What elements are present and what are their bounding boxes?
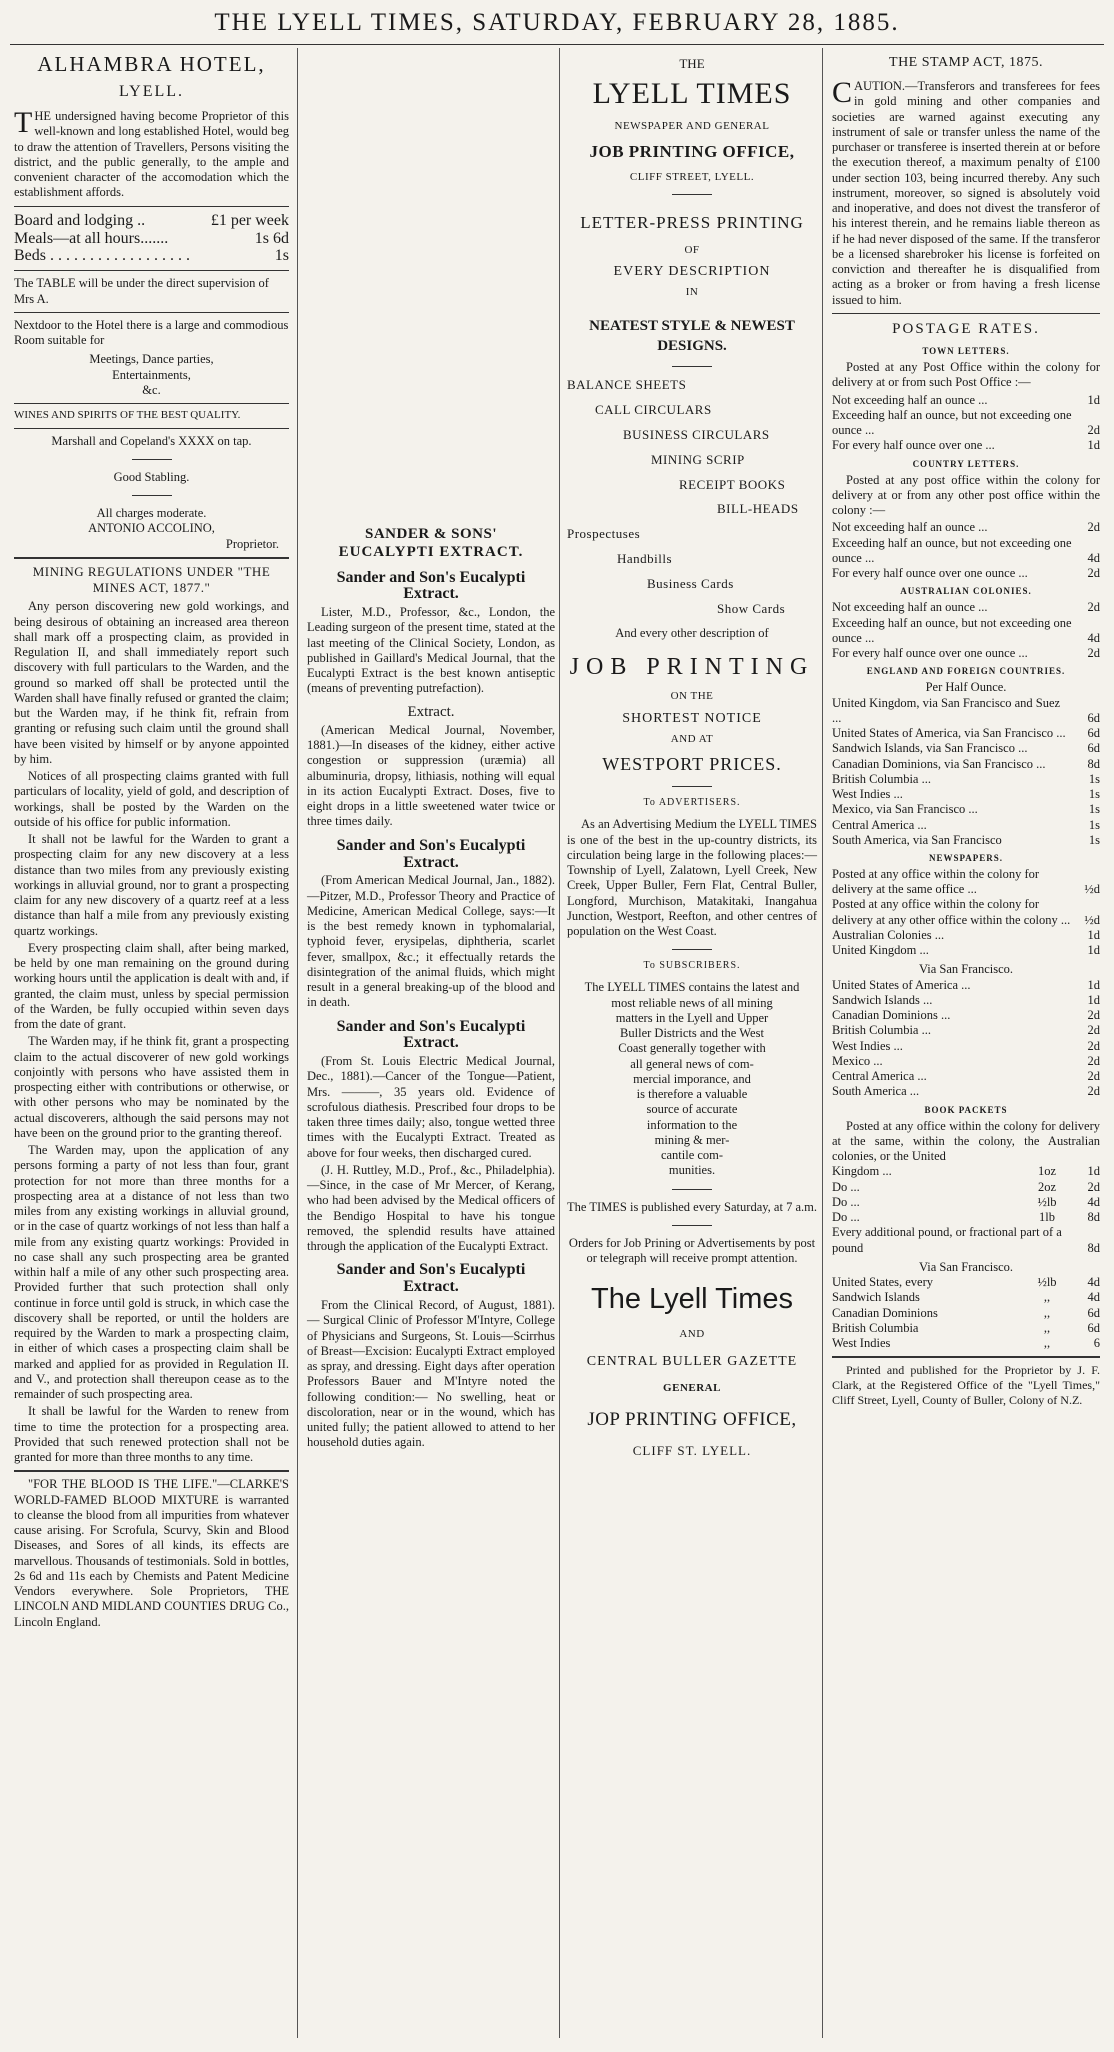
- mining-paragraph: It shall not be lawful for the Warden to grant a prospecting claim for any new discovery at a less distance than two miles from any previously existing workings in alluvial ground, nor to grant a prospecting claim for any new discovery of a quartz reef at a less distance than half a mile from any previously existing quartz workings.: [14, 832, 289, 938]
- rate-label: Meals—at all hours.......: [14, 229, 169, 247]
- via-san-francisco: Via San Francisco.: [918, 1259, 1014, 1274]
- rate-label: West Indies ...: [832, 787, 903, 801]
- rate-amount: 1d: [1087, 438, 1100, 453]
- paper-subtitle: NEWSPAPER AND GENERAL: [614, 120, 770, 133]
- per-half-ounce: Per Half Ounce.: [925, 680, 1007, 695]
- divider: [14, 428, 289, 429]
- england-foreign-heading: ENGLAND AND FOREIGN COUNTRIES.: [866, 666, 1066, 677]
- rate-amount: 4d: [1087, 550, 1100, 565]
- rate-amount: 1d: [1087, 992, 1100, 1007]
- book-packets-sf-rates: [832, 1275, 1100, 1351]
- rate-amount: 6d: [1087, 1305, 1100, 1320]
- rate-weight: 2oz: [1037, 1179, 1057, 1194]
- rate-row: [832, 393, 1100, 408]
- australian-colonies-rates: [832, 600, 1100, 661]
- and-at: AND AT: [670, 732, 714, 745]
- rate-row: [832, 741, 1100, 756]
- england-foreign-rates: [832, 696, 1100, 849]
- subscribers-line: The LYELL TIMES contains the latest and: [584, 980, 800, 995]
- stamp-act-title: THE STAMP ACT, 1875.: [889, 55, 1043, 70]
- rate-row: [832, 646, 1100, 661]
- rate-label: United Kingdom ...: [832, 943, 929, 958]
- rate-row: [832, 1008, 1100, 1023]
- service-item: Prospectuses: [567, 526, 641, 542]
- divider: [672, 786, 712, 787]
- word-and: AND: [679, 1327, 705, 1340]
- rate-amount: 1s: [1088, 832, 1100, 847]
- rate-label: Not exceeding half an ounce ...: [832, 392, 988, 407]
- rate-amount: 8d: [1087, 756, 1100, 771]
- next-door-note: Nextdoor to the Hotel there is a large and commodious Room suitable for: [14, 317, 289, 348]
- marshall-note: Marshall and Copeland's XXXX on tap.: [51, 433, 252, 448]
- printing-services-list: [567, 377, 817, 617]
- ad-text: (J. H. Ruttley, M.D., Prof., &c., Philadelphia).—Since, in the case of Mr Mercer, of Kerang, who had been advised by the Medical officers of the Bendigo Hospital to have his tongue removed, the splendid results have attained through the application of the Eucalypti Extract.: [307, 1162, 555, 1254]
- divider: [672, 1189, 712, 1190]
- rate-amount: 2d: [1087, 1179, 1100, 1194]
- rate-row: [832, 757, 1100, 772]
- rate-label: Canadian Dominions ...: [832, 1008, 951, 1023]
- published-note: The TIMES is published every Saturday, at 7 a.m.: [567, 1199, 817, 1214]
- subscribers-line: mining & mer-: [654, 1132, 730, 1147]
- book-packets-rates: [832, 1164, 1100, 1256]
- rate-amount: 1s: [1088, 802, 1100, 817]
- australian-colonies-heading: AUSTRALIAN COLONIES.: [900, 586, 1032, 597]
- rate-weight: 1lb: [1039, 1210, 1055, 1225]
- proprietor-title: Proprietor.: [225, 536, 279, 551]
- rate-row: [832, 536, 1100, 567]
- rate-label: For every half ounce over one ounce ...: [832, 566, 1028, 581]
- rate-amount: 2d: [1087, 423, 1100, 438]
- eucalypti-subtitle: EUCALYPTI EXTRACT.: [338, 544, 524, 561]
- neatest-style: NEATEST STYLE & NEWEST DESIGNS.: [589, 317, 795, 354]
- rate-label: West Indies: [832, 1336, 891, 1351]
- rate-label: For every half ounce over one ounce ...: [832, 646, 1028, 661]
- rate-label: Do ...: [832, 1210, 860, 1225]
- rate-amount: 2d: [1087, 1008, 1100, 1023]
- rate-label: United Kingdom, via San Francisco and Suez ...: [832, 695, 1061, 725]
- rate-amount: 2d: [1087, 646, 1100, 661]
- rate-label: Sandwich Islands ...: [832, 992, 933, 1007]
- rate-label: Every additional pound, or fractional part of a pound: [832, 1225, 1062, 1255]
- rate-amount: 4d: [1087, 1290, 1100, 1305]
- eucalypti-title: SANDER & SONS': [364, 526, 498, 542]
- rate-weight: 1oz: [1037, 1164, 1057, 1179]
- rate-amount: 8d: [1087, 1210, 1100, 1225]
- rate-row: [832, 1195, 1100, 1210]
- rate-amount: 2d: [1087, 1069, 1100, 1084]
- rate-label: British Columbia: [832, 1320, 919, 1335]
- rate-row: [14, 247, 289, 265]
- rate-amount: 6: [1093, 1336, 1100, 1351]
- rate-label: Not exceeding half an ounce ...: [832, 520, 988, 535]
- rate-row: [832, 696, 1100, 727]
- rate-row: [832, 1164, 1100, 1179]
- rate-row: [832, 833, 1100, 848]
- ad-heading: Sander and Son's Eucalypti Extract.: [336, 568, 526, 603]
- rate-row: [832, 1290, 1100, 1305]
- rate-label: Exceeding half an ounce, but not exceeding one ounce ...: [832, 535, 1072, 565]
- rate-row: [832, 1336, 1100, 1351]
- table-note: The TABLE will be under the direct supervision of Mrs A.: [14, 276, 269, 306]
- service-item: CALL CIRCULARS: [595, 401, 712, 417]
- ad-text: (From American Medical Journal, Jan., 1882).—Pitzer, M.D., Professor Theory and Practice of Medicine, American Medical College, says:—It is the best remedy known in typhomalarial, typhoid fever, erysipelas, diphtheria, scarlet fever, smallpox, &c.; it effectually retards the disintegration of the animal fluids, which might result in a general breaking-up of the blood and in death.: [307, 873, 555, 1010]
- central-buller-gazette: CENTRAL BULLER GAZETTE: [586, 1354, 798, 1370]
- divider: [14, 403, 289, 404]
- rate-amount: 4d: [1087, 1275, 1100, 1290]
- rate-label: Do ...: [832, 1179, 860, 1194]
- rate-label: Mexico, via San Francisco ...: [832, 802, 978, 817]
- rate-amount: 2d: [1087, 1053, 1100, 1068]
- rate-amount: 8d: [1087, 1240, 1100, 1255]
- country-letters-intro: Posted at any post office within the colony for delivery at or from any other post office within the colony :—: [832, 472, 1100, 518]
- town-letters-rates: [832, 393, 1100, 454]
- subscribers-line: is therefore a valuable: [636, 1087, 748, 1102]
- rate-row: [832, 1180, 1100, 1195]
- rate-row: [832, 566, 1100, 581]
- rate-row: [832, 726, 1100, 741]
- shortest-notice: SHORTEST NOTICE: [622, 710, 762, 726]
- mining-paragraph: The Warden may, upon the application of any persons forming a party of not less than four, grant protection for not more than three months for a prospecting area at a distance of not less than two miles from any existing workings in alluvial ground, or in the case of quartz workings of not less than half a mile from any existing quartz workings: Provided in no case shall any such prospecting area be granted within half a mile of any other such prospecting area. Provided further that such protection shall only continue in force until gold is struck, in which case the discovery shall be reported, or until the holders are required by the Warden to mark a prospecting claim, in either of which cases a prospecting claim shall be marked and applied for as provided in Regulation II. and V., and protection shall thereupon cease as to the remainder of such prospecting area.: [14, 1143, 289, 1402]
- column-divider: [297, 48, 298, 2038]
- divider: [832, 313, 1100, 314]
- rate-amount: 6d: [1087, 1320, 1100, 1335]
- hotel-title: ALHAMBRA HOTEL,: [37, 52, 266, 76]
- mining-paragraph: Any person discovering new gold workings, and being desirous of obtaining an increased area thereon shall mark off a prospecting claim, as provided in Regulation II, and shall immediately report such discovery with full particulars to the Warden, and the ground so marked off shall be protected until the Warden shall have finally refused or granted the claim; but the Warden may, if he think fit, refrain from granting or refusing such claim until the ground shall have been visited by himself or by anyone appointed by him.: [14, 599, 289, 766]
- mining-paragraph: The Warden may, if he think fit, grant a prospecting claim to the actual discoverer of new gold workings conjointly with persons who have assisted them in prospecting either with contributions or otherwise, or with other persons who may be nominated by the actual discoverers, although the said persons may not have been on the ground prior to the granting thereof.: [14, 1034, 289, 1140]
- rate-row: [832, 1275, 1100, 1290]
- divider: [832, 1356, 1100, 1358]
- rate-amount: 2d: [1087, 1023, 1100, 1038]
- subscribers-line: source of accurate: [646, 1102, 738, 1117]
- rate-value: 1s: [274, 247, 289, 265]
- rate-label: Sandwich Islands, via San Francisco ...: [832, 741, 1028, 756]
- rate-row: [832, 1306, 1100, 1321]
- rate-row: [832, 867, 1100, 898]
- divider: [14, 312, 289, 313]
- advertisers-text: As an Advertising Medium the LYELL TIMES is one of the best in the up-country districts, its circulation being large in the following places:—Township of Lyell, Zalatown, Lyell Creek, New Creek, Upper Buller, Fern Flat, Central Buller, Longford, Murchison, Matakitaki, Inangahua Junction, Westport, Reefton, and other centres of population on the West Coast.: [567, 817, 817, 939]
- rate-label: Australian Colonies ...: [832, 927, 945, 942]
- ad-heading: Sander and Son's Eucalypti Extract.: [336, 836, 526, 871]
- job-printing-office: JOB PRINTING OFFICE,: [589, 141, 795, 161]
- rate-label: Canadian Dominions: [832, 1305, 938, 1320]
- rate-weight: ,,: [1043, 1320, 1051, 1335]
- rate-amount: 2d: [1087, 566, 1100, 581]
- on-the: ON THE: [670, 690, 714, 703]
- rate-amount: 1d: [1087, 977, 1100, 992]
- divider: [672, 949, 712, 950]
- hotel-rates: [14, 212, 289, 266]
- rate-label: Posted at any office within the colony for delivery at the same office ...: [832, 866, 1040, 897]
- postage-title: POSTAGE RATES.: [892, 320, 1040, 337]
- rate-row: [832, 1225, 1100, 1256]
- charges-note: All charges moderate.: [96, 506, 207, 520]
- divider: [14, 206, 289, 207]
- rate-row: [832, 1084, 1100, 1099]
- masthead-rule: [10, 44, 1104, 45]
- rate-value: £1 per week: [210, 211, 289, 229]
- rate-amount: ½d: [1084, 912, 1100, 927]
- subscribers-line: Coast generally together with: [618, 1041, 766, 1056]
- ad-text: From the Clinical Record, of August, 1881). — Surgical Clinic of Professor M'Intyre, College of Physicians and Surgeons, St. Louis—Scirrhus of Breast—Excision: Eucalypti Extract employed as spray, and dressing. Eight days after operation Professors Bauer and M'Intyre noted the following condition:— No swelling, heat or discoloration, near or in the wound, which has united fully; the patient allowed to attend to her household duties again.: [307, 1298, 555, 1450]
- subscribers-line: mercial imporance, and: [633, 1071, 751, 1086]
- rate-weight: ,,: [1043, 1336, 1051, 1351]
- every-other-description: And every other description of: [615, 625, 769, 640]
- rate-label: Exceeding half an ounce, but not exceeding one ounce ...: [832, 407, 1072, 438]
- rate-value: 1s 6d: [254, 229, 289, 247]
- rate-label: British Columbia ...: [832, 771, 931, 786]
- rate-label: Beds . . . . . . . . . . . . . . . . . .: [14, 247, 190, 265]
- rate-amount: ½d: [1084, 882, 1100, 897]
- rate-amount: 4d: [1087, 1194, 1100, 1209]
- rate-row: [832, 1023, 1100, 1038]
- column-4: [828, 50, 1104, 2038]
- word-of: OF: [684, 243, 700, 256]
- cliff-street: CLIFF STREET, LYELL.: [629, 170, 755, 183]
- rate-amount: 1d: [1087, 392, 1100, 407]
- every-description: EVERY DESCRIPTION: [613, 264, 771, 280]
- rate-row: [832, 408, 1100, 439]
- town-letters-intro: Posted at any Post Office within the colony for delivery at or from such Post Office :—: [832, 360, 1100, 390]
- service-item: RECEIPT BOOKS: [679, 476, 786, 492]
- rate-row: [832, 438, 1100, 453]
- book-packets-heading: BOOK PACKETS: [924, 1104, 1008, 1115]
- word-general: GENERAL: [663, 1382, 721, 1395]
- rate-row: [832, 772, 1100, 787]
- job-printing: JOB PRINTING: [569, 653, 815, 680]
- subscribers-text: [567, 980, 817, 1178]
- rate-row: [832, 943, 1100, 958]
- rate-row: [832, 1069, 1100, 1084]
- rate-amount: 2d: [1087, 1084, 1100, 1099]
- ad-text: (American Medical Journal, November, 1881.)—In diseases of the kidney, either active congestion or suppression (uræmia) all albuminuria, dropsy, lithiasis, nothing will equal in its action Eucalypti Extract. Doses, five to eight drops in a little sweetened water twice or three times daily.: [307, 722, 555, 829]
- paper-the: THE: [679, 56, 705, 71]
- rate-amount: 1s: [1088, 771, 1100, 786]
- rate-label: Not exceeding half an ounce ...: [832, 600, 988, 615]
- service-item: MINING SCRIP: [651, 451, 745, 467]
- rate-label: Central America ...: [832, 1069, 927, 1084]
- column-divider: [822, 48, 823, 2038]
- ad-heading: Sander and Son's Eucalypti Extract.: [336, 1017, 526, 1052]
- paper-title: LYELL TIMES: [592, 76, 792, 110]
- subscribers-line: Buller Districts and the West: [620, 1026, 764, 1041]
- jop-printing-office: JOP PRINTING OFFICE,: [587, 1408, 797, 1430]
- rate-row: [832, 993, 1100, 1008]
- ad-heading: Sander and Son's Eucalypti Extract.: [336, 1261, 526, 1296]
- rate-weight: ,,: [1043, 1305, 1051, 1320]
- rate-amount: 2d: [1087, 520, 1100, 535]
- newspapers-heading: NEWSPAPERS.: [928, 853, 1004, 863]
- ad-text: Lister, M.D., Professor, &c., London, the Leading surgeon of the present time, stated at the last meeting of the Clinical Society, London, as published in Gaillard's Medical Journal, that the Eucalypti Extract is the best known antiseptic (means of preventing putrefaction).: [307, 605, 555, 696]
- rate-row: [832, 787, 1100, 802]
- rate-row: [832, 928, 1100, 943]
- rate-label: For every half ounce over one ...: [832, 438, 995, 453]
- column-3: [563, 50, 821, 2038]
- rate-amount: 1d: [1087, 1164, 1100, 1179]
- rate-weight: ½lb: [1037, 1275, 1057, 1290]
- hotel-intro: THE undersigned having become Proprietor of this well-known and long established Hotel, would beg to draw the attention of Travellers, Persons visiting the district, and the public generally, to the ample and convenient character of the accomodation which the establishment affords.: [14, 106, 289, 200]
- rate-label: Canadian Dominions, via San Francisco ...: [832, 756, 1046, 771]
- subscribers-line: munities.: [668, 1163, 716, 1178]
- rate-row: [832, 1321, 1100, 1336]
- next-door-line: Entertainments,: [112, 367, 191, 382]
- subscribers-line: cantile com-: [660, 1148, 724, 1163]
- service-item: BALANCE SHEETS: [567, 377, 687, 393]
- rate-label: South America, via San Francisco: [832, 832, 1002, 847]
- rate-weight: ½lb: [1037, 1194, 1057, 1209]
- mining-paragraph: It shall be lawful for the Warden to renew from time to time the protection for a prospecting area. Provided that such renewed protection shall not be granted for more than three months to any time.: [14, 1404, 289, 1465]
- mining-paragraph: Notices of all prospecting claims granted with full particulars of locality, yield of gold, and description of workings, shall be posted by the Warden on the outside of his office for public information.: [14, 769, 289, 829]
- rate-row: [832, 818, 1100, 833]
- rate-row: [14, 230, 289, 248]
- letterpress-printing: LETTER-PRESS PRINTING: [580, 213, 804, 232]
- to-subscribers: To SUBSCRIBERS.: [643, 960, 741, 972]
- word-in: IN: [685, 286, 699, 299]
- country-letters-rates: [832, 520, 1100, 581]
- rate-row: [832, 978, 1100, 993]
- service-item: Handbills: [617, 551, 673, 567]
- rate-amount: 2d: [1087, 1038, 1100, 1053]
- rate-label: British Columbia ...: [832, 1023, 931, 1038]
- newspapers-sf-rates: [832, 978, 1100, 1100]
- stamp-act-text: CAUTION.—Transferors and transferees for fees in gold mining and other companies and societies are warned against executing any instrument of sale or transfer unless the name of the purchaser or transferee is inserted therein at or before the execution thereof, a maximum penalty of £100 under section 103, being incurred thereby. Any such instrument, moreover, so signed is absolutely void and inoperative, and does not divest the transferor of his interest therein, and he remains liable thereon as if he had never disposed of the same. If the transferor be a licensed sharebroker his license is forfeited on conviction and thereafter he is disqualified from acting as a broker or from having a fresh license issued to him.: [832, 76, 1100, 307]
- rate-row: [832, 616, 1100, 647]
- wines-note: WINES AND SPIRITS OF THE BEST QUALITY.: [14, 409, 241, 422]
- rate-amount: 6d: [1087, 726, 1100, 740]
- service-item: Business Cards: [647, 576, 734, 591]
- rate-label: United States, every: [832, 1275, 934, 1290]
- rate-amount: 1s: [1088, 787, 1100, 801]
- westport-prices: WESTPORT PRICES.: [602, 754, 782, 775]
- divider: [14, 557, 289, 559]
- rate-row: [832, 600, 1100, 615]
- rate-amount: 1d: [1087, 927, 1100, 942]
- rate-label: Do ...: [832, 1194, 860, 1209]
- rate-row: [832, 1054, 1100, 1069]
- ad-text: (From St. Louis Electric Medical Journal, Dec., 1881).—Cancer of the Tongue—Patient, Mrs. ———, 35 years old. Evidence of scrofulous diathesis. Prescribed four drops to be taken three times daily; also, tongue wetted three times with the Eucalypti Extract. Treated as above for four weeks, then discharged cured.: [307, 1054, 555, 1160]
- rate-amount: 6d: [1087, 741, 1100, 756]
- next-door-line: &c.: [142, 382, 161, 397]
- mining-paragraph: Every prospecting claim shall, after being marked, be held by one man remaining on the ground during working hours until the application is dealt with and, if granted, the claim must, unless by special permission of the Warden, be fully occupied within seven days from the date of grant.: [14, 940, 289, 1032]
- divider: [14, 1470, 289, 1472]
- rate-label: Kingdom ...: [832, 1164, 892, 1179]
- lyell-times-heading: The Lyell Times: [591, 1283, 793, 1316]
- column-divider: [559, 48, 560, 2038]
- rate-row: [832, 520, 1100, 535]
- proprietor-name: ANTONIO ACCOLINO,: [88, 521, 215, 536]
- service-item: Show Cards: [717, 600, 786, 616]
- page-masthead: THE LYELL TIMES, SATURDAY, FEBRUARY 28, 1885.: [214, 9, 900, 36]
- rate-label: Posted at any office within the colony for delivery at any other office within the colony ...: [832, 897, 1071, 927]
- subscribers-line: matters in the Lyell and Upper: [615, 1010, 769, 1025]
- hotel-place: LYELL.: [118, 82, 185, 100]
- rate-label: Sandwich Islands: [832, 1290, 920, 1305]
- stabling-note: Good Stabling.: [113, 469, 190, 484]
- rate-label: Mexico ...: [832, 1053, 883, 1068]
- rate-row: [14, 212, 289, 230]
- rate-amount: 4d: [1087, 630, 1100, 645]
- rate-row: [832, 1039, 1100, 1054]
- rate-label: South America ...: [832, 1084, 920, 1099]
- subscribers-line: information to the: [646, 1117, 738, 1132]
- rate-weight: ,,: [1043, 1290, 1051, 1305]
- rate-amount: 1d: [1087, 943, 1100, 958]
- newspapers-rates: [832, 867, 1100, 959]
- subscribers-line: all general news of com-: [630, 1056, 754, 1071]
- blood-mixture-ad: "FOR THE BLOOD IS THE LIFE."—CLARKE'S WORLD-FAMED BLOOD MIXTURE is warranted to cleanse the blood from all impurities from whatever cause arising. For Scrofula, Scurvy, Skin and Blood Diseases, and Sores of all kinds, its effects are marvellous. Thousands of testimonials. Sold in bottles, 2s 6d and 11s each by Chemists and Patent Medicine Vendors everywhere. Sole Proprietors, THE LINCOLN AND MIDLAND COUNTIES DRUG Co., Lincoln England.: [14, 1477, 289, 1629]
- rate-amount: 1s: [1088, 817, 1100, 832]
- divider: [672, 1225, 712, 1226]
- rate-label: United States of America ...: [832, 977, 971, 992]
- mining-title: MINING REGULATIONS UNDER "THE MINES ACT, 1877.": [32, 563, 271, 595]
- subscribers-line: most reliable news of all mining: [611, 995, 773, 1010]
- country-letters-heading: COUNTRY LETTERS.: [912, 458, 1020, 469]
- rate-label: West Indies ...: [832, 1038, 903, 1053]
- rate-label: United States of America, via San Francisco ...: [832, 726, 1066, 740]
- ad-heading: Extract.: [407, 703, 455, 720]
- rate-amount: 2d: [1087, 600, 1100, 615]
- rate-amount: 6d: [1087, 710, 1100, 725]
- divider: [672, 194, 712, 195]
- service-item: BILL-HEADS: [717, 501, 799, 517]
- next-door-line: Meetings, Dance parties,: [89, 352, 214, 367]
- to-advertisers: To ADVERTISERS.: [643, 797, 741, 809]
- column-2: [303, 50, 559, 2038]
- rate-label: Central America ...: [832, 817, 927, 832]
- rate-label: Exceeding half an ounce, but not exceeding one ounce ...: [832, 615, 1072, 645]
- book-packets-intro: Posted at any office within the colony for delivery at the same, within the colony, the Australian colonies, or the United: [832, 1118, 1100, 1164]
- rate-row: [832, 897, 1100, 928]
- divider: [132, 495, 172, 496]
- town-letters-heading: TOWN LETTERS.: [922, 346, 1010, 357]
- divider: [132, 459, 172, 460]
- rate-label: Board and lodging ..: [14, 211, 146, 229]
- column-1: [10, 50, 293, 2038]
- imprint: Printed and published for the Proprietor by J. F. Clark, at the Registered Office of the "Lyell Times," Cliff Street, Lyell, County of Buller, Colony of N.Z.: [832, 1363, 1100, 1407]
- orders-note: Orders for Job Prining or Advertisements by post or telegraph will receive prompt attention.: [568, 1235, 816, 1266]
- divider: [14, 270, 289, 271]
- rate-row: [832, 802, 1100, 817]
- service-item: BUSINESS CIRCULARS: [623, 426, 770, 442]
- cliff-st: CLIFF ST. LYELL.: [632, 1442, 752, 1458]
- rate-row: [832, 1210, 1100, 1225]
- divider: [672, 366, 712, 367]
- via-san-francisco: Via San Francisco.: [918, 962, 1014, 977]
